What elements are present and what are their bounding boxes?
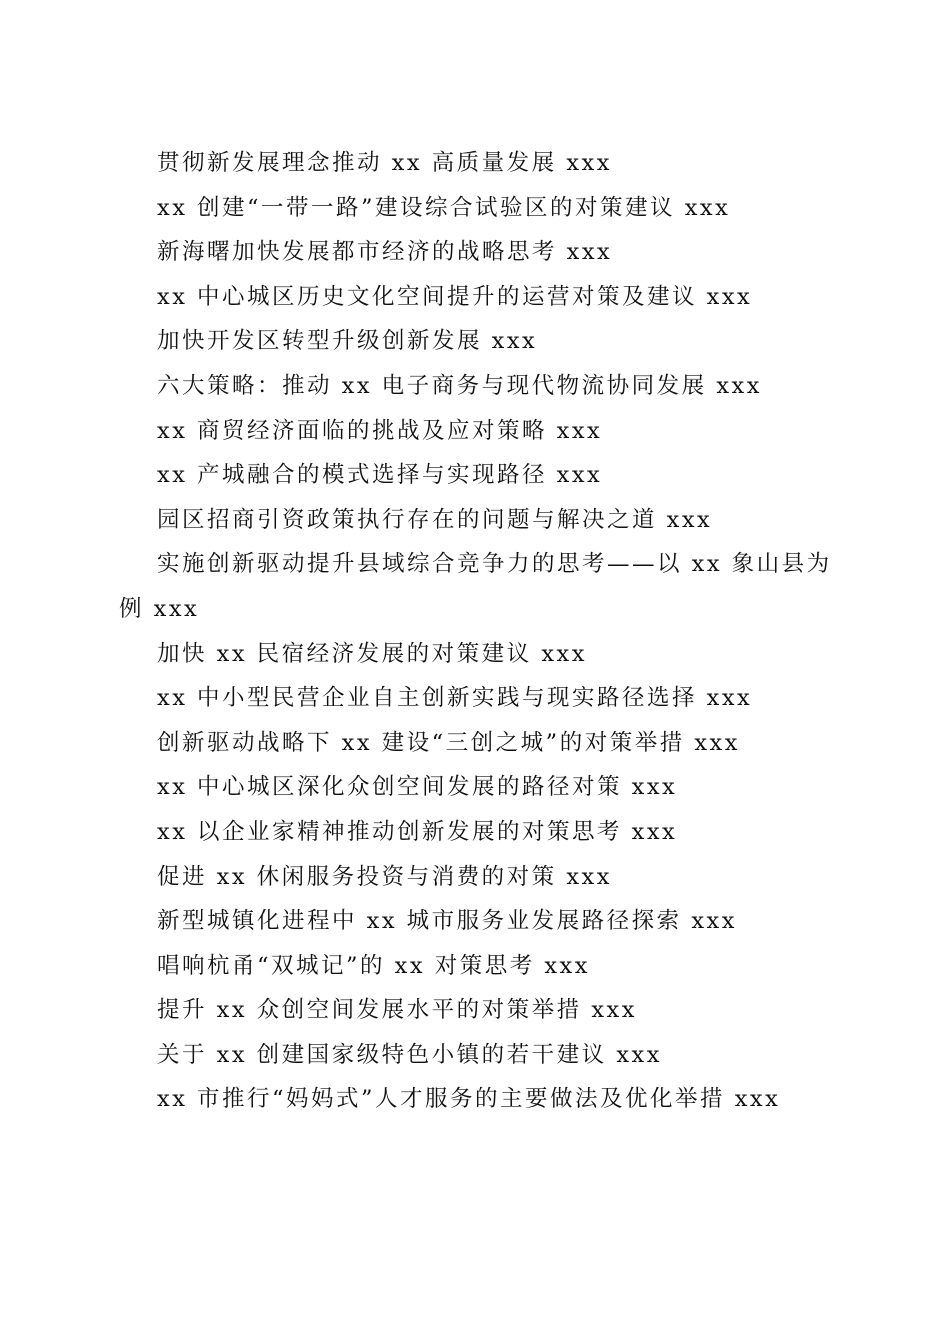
list-item: 六大策略：推动 xx 电子商务与现代物流协同发展 xxx [157,372,762,399]
document-body [119,141,839,1122]
list-item: xx 中心城区历史文化空间提升的运营对策及建议 xxx [157,283,753,310]
list-item: 促进 xx 休闲服务投资与消费的对策 xxx [157,863,612,890]
list-item: 园区招商引资政策执行存在的问题与解决之道 xxx [157,506,713,533]
list-item: 新型城镇化进程中 xx 城市服务业发展路径探索 xxx [157,908,737,935]
list-item: xx 以企业家精神推动创新发展的对策思考 xxx [157,818,678,845]
list-item: 创新驱动战略下 xx 建设“三创之城”的对策举措 xxx [157,729,740,756]
list-item: 加快 xx 民宿经济发展的对策建议 xxx [157,640,587,667]
list-item: xx 产城融合的模式选择与实现路径 xxx [157,462,603,489]
list-item: xx 中小型民营企业自主创新实践与现实路径选择 xxx [157,685,753,712]
list-item: 提升 xx 众创空间发展水平的对策举措 xxx [157,997,637,1024]
list-item: 关于 xx 创建国家级特色小镇的若干建议 xxx [157,1041,662,1068]
list-item: 新海曙加快发展都市经济的战略思考 xxx [157,239,613,266]
list-item: 加快开发区转型升级创新发展 xxx [157,328,538,355]
list-item: 贯彻新发展理念推动 xx 高质量发展 xxx [157,150,612,176]
list-item: xx 市推行“妈妈式”人才服务的主要做法及优化举措 xxx [157,1086,781,1113]
list-item: 唱响杭甬“双城记”的 xx 对策思考 xxx [157,952,590,979]
list-item: xx 中心城区深化众创空间发展的路径对策 xxx [157,774,678,801]
list-item: xx 商贸经济面临的挑战及应对策略 xxx [157,417,603,444]
list-item: xx 创建“一带一路”建设综合试验区的对策建议 xxx [157,194,731,221]
list-item: 实施创新驱动提升县域综合竞争力的思考——以 xx 象山县为例 xxx [119,551,832,622]
